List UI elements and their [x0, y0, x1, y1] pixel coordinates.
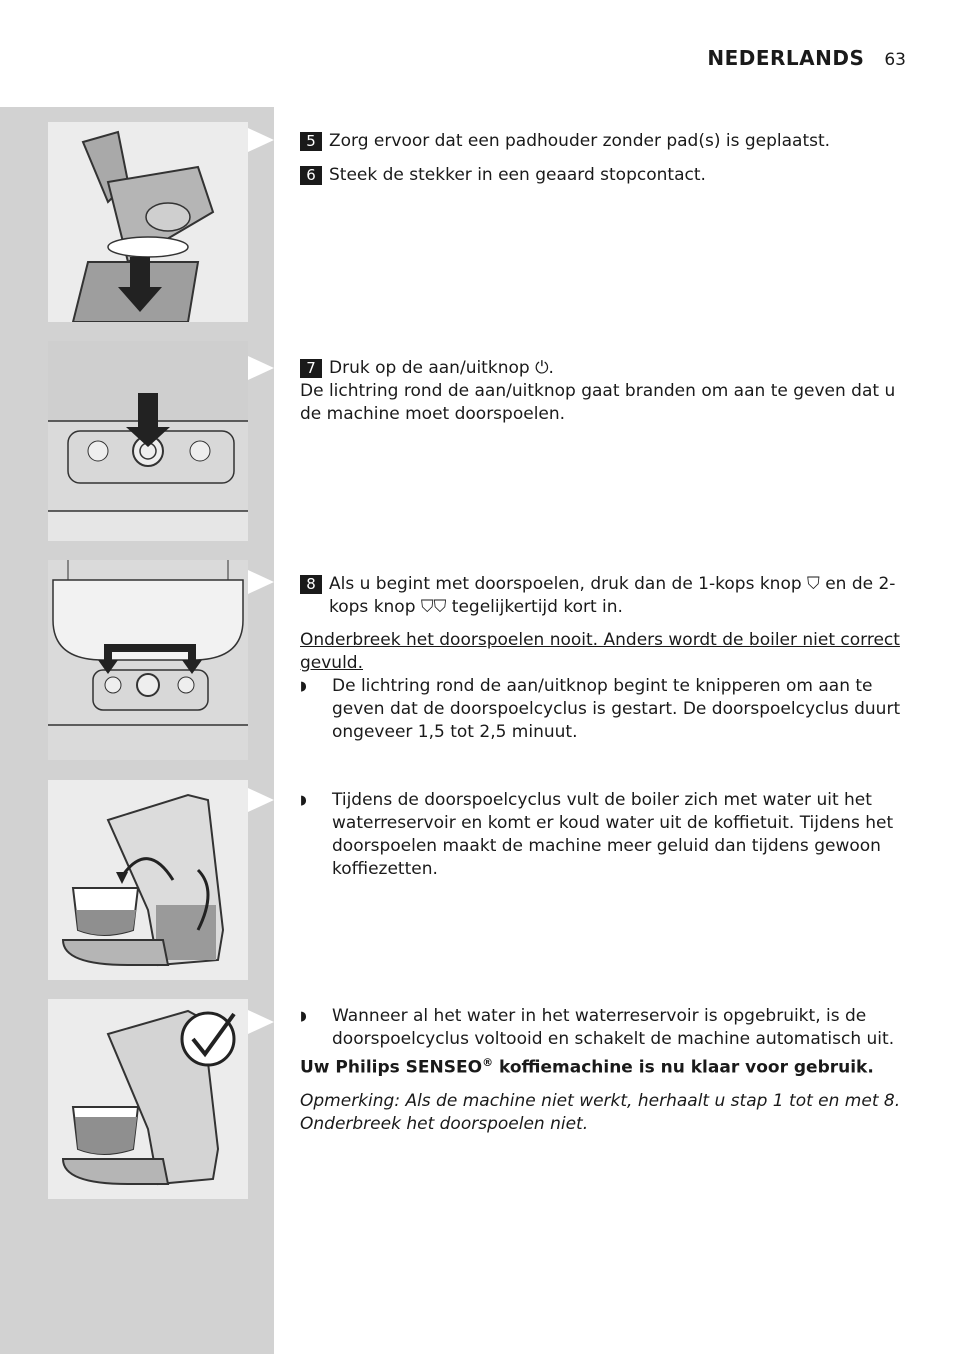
bullet-group-rinse: [300, 789, 908, 881]
ready-statement-pre: Uw Philips SENSEO: [300, 1057, 483, 1078]
step-6: [300, 164, 908, 187]
registered-mark: ®: [482, 1056, 494, 1069]
step-text: Druk op de aan/uitknop ⏻.: [329, 358, 554, 378]
step-number: 6: [300, 166, 322, 185]
bullet-icon: ◗: [300, 679, 307, 694]
step-text: Als u begint met doorspoelen, druk dan de 1-kops knop ⛉ en de 2-kops knop ⛉⛉ tegelijkertijd kort in.: [329, 574, 896, 617]
ready-statement: [300, 1051, 908, 1080]
step-number: 7: [300, 359, 322, 378]
page-header: [707, 46, 906, 70]
ready-statement-post: koffiemachine is nu klaar voor gebruik.: [493, 1057, 874, 1078]
step-text: Steek de stekker in een geaard stopcontact.: [329, 165, 706, 185]
figure-pointer: [248, 128, 274, 152]
step-number: 8: [300, 575, 322, 594]
warning-text: Onderbreek het doorspoelen nooit. Anders wordt de boiler niet correct gevuld.: [300, 630, 900, 673]
step-5: [300, 130, 908, 153]
page-number: 63: [884, 50, 906, 70]
step-text: Zorg ervoor dat een padhouder zonder pad(s) is geplaatst.: [329, 131, 831, 151]
bullet-text: De lichtring rond de aan/uitknop begint te knipperen om aan te geven dat de doorspoelcyclus is gestart. De doorspoelcyclus duurt ongeveer 1,5 tot 2,5 minuut.: [332, 676, 901, 742]
coffee-machine-pad-holder-icon: [48, 122, 248, 322]
step-detail: De lichtring rond de aan/uitknop gaat branden om aan te geven dat u de machine moet doorspoelen.: [300, 381, 896, 424]
language-heading: NEDERLANDS: [707, 46, 865, 70]
step-number: 5: [300, 132, 322, 151]
coffee-machine-rinse-flow-icon: [48, 780, 248, 980]
step-7: [300, 357, 908, 380]
bullet-item: [300, 789, 908, 881]
bullet-text: Tijdens de doorspoelcyclus vult de boiler zich met water uit het waterreservoir en komt er koud water uit de koffietuit. Tijdens het doorspoelen maakt de machine meer geluid dan tijdens gewoon koffiezetten.: [332, 790, 894, 879]
bullet-text: Wanneer al het water in het waterreservoir is opgebruikt, is de doorspoelcyclus voltooid en schakelt de machine automatisch uit.: [332, 1006, 895, 1049]
step-group-7: [300, 357, 908, 426]
step-group-8: [300, 573, 908, 744]
bullet-item: [300, 675, 908, 744]
figure-pointer: [248, 570, 274, 594]
bullet-item: [300, 1005, 908, 1051]
figure-pad-holder: [48, 122, 248, 322]
figure-power-button: [48, 341, 248, 541]
figure-two-buttons: [48, 560, 248, 760]
figure-rinse-flow: [48, 780, 248, 980]
control-panel-two-buttons-icon: [48, 560, 248, 760]
figure-pointer: [248, 1010, 274, 1034]
bullet-icon: ◗: [300, 793, 307, 808]
figure-ready: [48, 999, 248, 1199]
control-panel-power-button-icon: [48, 341, 248, 541]
note-text: Opmerking: Als de machine niet werkt, herhaalt u stap 1 tot en met 8. Onderbreek het doorspoelen niet.: [300, 1090, 901, 1134]
coffee-machine-ready-check-icon: [48, 999, 248, 1199]
step-group-5-6: [300, 130, 908, 187]
bullet-icon: ◗: [300, 1009, 307, 1024]
figure-pointer: [248, 788, 274, 812]
step-8: [300, 573, 908, 619]
figure-pointer: [248, 356, 274, 380]
bullet-group-done: [300, 1005, 908, 1136]
